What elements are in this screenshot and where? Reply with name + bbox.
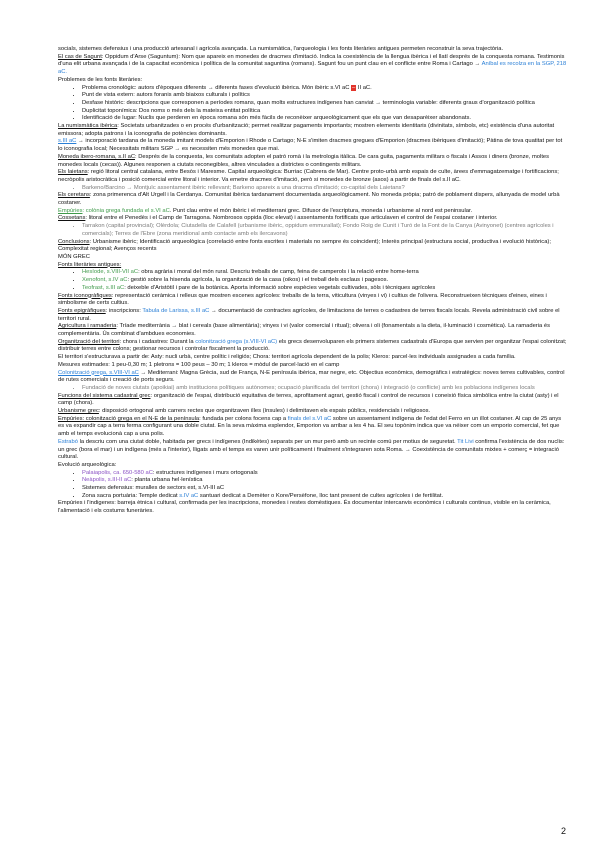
- text: : Oppidum d'Arse (Saguntum): Nom que apareix en monedes de dracmes d'imitació. Indica la coexistència de la llengua ibèrica i el llatí després de la conquesta romana. Testimonis d'una elit urbana avançada i de la capacitat econòmica i política de la comunitat saguntina (romans). Sagunt fou un punt clau en el conflicte entre Roma i Cartago →: [58, 53, 565, 68]
- paragraph: [58, 339, 568, 354]
- highlight-text: Xenofont, s.IV aC: [82, 277, 128, 284]
- paragraph: [58, 293, 568, 308]
- text: : deixeble d'Aristòtil i pare de la botànica. Aporta informació sobre espècies vegetals cultivades, sòls i tècniques agrícoles: [124, 284, 436, 291]
- heading-inline: Fonts iconogràfiques: [58, 292, 112, 299]
- highlight-text: s.IV aC: [179, 492, 199, 499]
- paragraph: Mesures estimades: 1 peu-0,30 m; 1 pletrons = 100 peus – 30 m; 1 kleros = mòdul de parcel·lació en el camp: [58, 361, 340, 368]
- bullet-list: [58, 185, 568, 193]
- paragraph: socials, sistemes defensius i una producció artesanal i agrícola avançada. La numismàtica, l'arqueologia i les fonts literàries antigues permeten reconstruir la seva trajectòria.: [58, 46, 504, 52]
- text: : fundada per colons focens cap a: [199, 415, 288, 422]
- text: la descriu com una ciutat doble, habitada per grecs i indígenes (Indikètes) separats per un mur però amb un recinte comú per motius de seguretat.: [77, 438, 458, 445]
- list-item: • Barkeno/Barcino → Montjuïc assentament ibèric rellevant; Barkeno apareix a una dracma d'imitació; co-capital dels Laietans?: [82, 185, 568, 193]
- text: → incorporació tardana de la moneda imitant models d'Emporion i Rhode o Cartago; N-E s'imiten dracmes gregues d'Emporion (dracmes ibèriques d'imitació); Pàtina de tova quatitat per tot lo iconografia local; Necessitats militars SGP → es necessiten més monedes que mai.: [58, 138, 563, 153]
- heading-inline: Urbanisme grec: [58, 408, 99, 415]
- text: : representació ceràmica i relleus que mostren escenes agrícoles: treballs de la terra, viticultura (vinyes i vi) i cultius de l'olivera. Reconstrueixen tècniques d'eines, eines i simbolisme de certs cultius.: [58, 292, 547, 307]
- page-number: 2: [560, 826, 566, 836]
- list-item: [82, 470, 568, 478]
- bullet-list: [58, 470, 568, 501]
- text: : estructures indígenes i murs ortogonals: [152, 469, 258, 476]
- heading-inline: Agricultura i ramaderia: [58, 323, 117, 330]
- heading-inline: Empúries: colonització grega en el N-E de la península: [58, 415, 200, 422]
- highlight-text: Estrabó: [58, 438, 78, 445]
- paragraph: [58, 154, 568, 169]
- text: → documentació de contractes agrícoles, de limitacions de terres o cadastres de terres fiscals locals. Revela administració civil sobre el territori rural.: [58, 307, 560, 322]
- text: : gestió sobre la hisenda agrícola, la organització de la casa (oikos) i el treball dels esclaus i pagesos.: [127, 277, 389, 284]
- heading-inline: Moneda ibero-romana, s.II aC: [58, 153, 136, 160]
- paragraph: Problemes de les fonts literàries:: [58, 76, 143, 83]
- highlight-text: Hesíode, s.VIII-VII aC: [82, 269, 139, 276]
- heading-inline: Funcions del sistema cadastral grec: [58, 392, 151, 399]
- text: : Després de la conquesta, les comunitats adopten el patró romà i la metrologia itàlica. De cara guita, pagaments militars o fiscals i Assos i diners (bronze, moltes monedes locals (cecas)). Algunes responen a ciutats reconegibles, altres vinculades a districtes o contingents militars.: [58, 153, 550, 168]
- paragraph: [58, 308, 568, 323]
- heading-inline: Els ceretans: [58, 192, 90, 199]
- heading-inline: Conclusions: [58, 238, 90, 245]
- list-item: • Duplicitat toponímica: Dos noms o més dels la mateixa entitat política: [82, 108, 568, 116]
- highlight-text: Neàpolis, s.III-II aC: [82, 477, 132, 484]
- text: confirma l'existència de dos nuclis: un grec (bora el mar) i un indígena (més a l'interior), lligats amb el temps es varen unir políticament i finalment s'integraren sota Roma. → Coexistència de comunitats mixtes + comerç = integració cultural.: [58, 438, 565, 461]
- list-item: [82, 277, 568, 285]
- bullet-list: [58, 385, 568, 393]
- paragraph: [58, 416, 568, 439]
- paragraph: El territori s'estructurava a partir de: Asty: nucli urbà, centre polític i religiós; Chora: territori agrícola dependent de la polis; Kleros: parcel·les individuals assignades a cada família.: [58, 354, 516, 361]
- highlight-text: : colònia grega fundada el s.VI aC: [82, 207, 170, 214]
- paragraph-ceretans: [58, 192, 568, 207]
- list-item: • Problema cronològic: autors d'èpoques diferents → diferents fases d'evolució ibèrica. Món ibèric s.VI aC – II aC.: [82, 85, 568, 93]
- list-item: • Sistemes defensius: muralles de sectors est, s.VI-III aC: [82, 485, 568, 493]
- text: : planta urbana hel·lenística: [131, 477, 203, 484]
- document-body: [58, 46, 568, 516]
- paragraph: [58, 370, 568, 385]
- heading-inline: Cossetans: [58, 215, 86, 222]
- highlight-text: Tit Livi: [457, 438, 474, 445]
- highlight-text: finals del s.VI aC: [287, 415, 332, 422]
- text: : organització de l'espai, distribució equitativa de terres, aprofitament agrari, gestió fiscal i control de recursos i coneixió física simbòlica entre la ciutat (asty) i el camp (chora).: [58, 392, 559, 407]
- highlight-text: colonització grega (s.VIII-VI aC): [195, 338, 278, 345]
- heading-inline: Organització del territori: [58, 338, 120, 345]
- heading-inline: La numismàtica ibèrica: [58, 123, 118, 130]
- list-item: [82, 477, 568, 485]
- paragraph-cossetans: [58, 215, 568, 223]
- paragraph-laietans: [58, 169, 568, 184]
- heading-inline: Fonts epigràfiques: [58, 307, 106, 314]
- list-item: [82, 285, 568, 293]
- text: . Punt clau entre el món ibèric i el mediterrani grec. Difusor de l'escriptura, moneda i urbanisme al nord est peninsular.: [169, 207, 473, 214]
- paragraph-empories: [58, 208, 568, 216]
- paragraph: [58, 323, 568, 338]
- list-item: • Tarrakon (capital provincial); Olèrdola; Ciutadella de Calafell (urbanisme ibèric, oppidum emmurallat); Fondo Roig de Cunit i Turó de la Font de la Canya (Avinyonet) (centres agrícoles i comercials); Terres de l'Ebre (zona meridional amb contacte amb els ilercavons): [82, 223, 568, 238]
- text: : disposició ortogonal amb carrers rectes que organitzaven illes (ínsules) i delimitaven els espais públics, residencials i religiosos.: [98, 408, 431, 415]
- text: els grecs desenvoluparen els primers sistemes cadastrals d'Europa que servien per organitzar l'espai colonitzat; distribuir terres entre colons; gestionar recursos i controlar fiscalment la producció.: [58, 338, 567, 353]
- list-item: [82, 269, 568, 277]
- highlight-text: Tabula de Larissa, s.III aC: [142, 307, 210, 314]
- text: : Urbanisme ibèric; Identificació arqueològica (correlació entre fonts escrites i materials no sempre és coincident); Interès principal (estructura social, productiva i evolució històrica); Complexitat regional; Avenços recents: [58, 238, 551, 253]
- paragraph: [58, 138, 568, 153]
- heading-inline: Els laietans: [58, 169, 88, 176]
- list-item: • Desfase històric: descripcions que corresponen a períodes romans, quan molts estructures indígenes han canviat → terminologia variable: diferents graus d'organització política: [82, 100, 568, 108]
- bullet-list: [58, 223, 568, 238]
- paragraph: [58, 393, 568, 408]
- highlight-mark: –: [352, 84, 356, 91]
- paragraph: Evolució arqueològica:: [58, 461, 117, 468]
- section-title: MÓN GREC: [58, 253, 90, 260]
- text: : Tríade mediterrània → blat i cereals (base alimentària); vinyes i vi (valor comercial i ritual); olivera i oli (fonamentals a la dieta, il·luminació i cosmètica). La ramaderia és complementària. Ús combinat d'ambdues economies.: [58, 323, 550, 338]
- bullet-list: [58, 269, 568, 292]
- paragraph-conclusions: [58, 239, 568, 254]
- text: sobre un assentament indígena de l'edat del Ferro en un illot costaner. Al cap de 25 anys es va expandir cap a terra ferma configurant una doble ciutat. En la seva màxima esplendor, Emporion va arribar a les 4 ha. El seu topònim indica que va néixer com un emporio comercial, fet que amb el temps evolucionà cap a una polis.: [58, 415, 562, 438]
- text: → Mediterrani: Magna Grècia, sud de França, N-E península ibèrica, mar negre, etc. Objectius econòmics, demogràfics i estratègics: noves terres cultivables, control de rutes comercials i creació de ports segurs.: [58, 369, 565, 384]
- text: : Societats urbanitzades o en procés d'urbanització; permet realitzar pagaments importants; mostren elements identitaris (divinitats, símbols, etc) existència d'una autoritat emissora; adopta patrons i la iconografia de potències dominants.: [58, 123, 555, 137]
- paragraph-sagunt: [58, 54, 568, 77]
- text: santuari dedicat a Demèter o Kore/Persèfone, lloc tant present de cultes agrícoles i de fertilitat.: [198, 492, 444, 499]
- bullet-list: [58, 85, 568, 124]
- paragraph: [58, 439, 568, 462]
- text: : litoral entre el Penedès i el Camp de Tarragona. Nombrosos oppida (lloc elevat) i assentaments fortificats que articulaven el control de l'espai costaner i interior.: [85, 215, 498, 222]
- highlight-text: Palaiapolis, ca. 650-580 aC: [82, 469, 153, 476]
- text: : inscripcions:: [105, 307, 143, 314]
- subsection-title: Fonts literàries antigues:: [58, 261, 122, 268]
- heading-inline: Empúries: [58, 207, 83, 214]
- paragraph: [58, 408, 568, 416]
- heading-inline: El cas de Sagunt: [58, 53, 102, 60]
- text: : zona primerenca d'Alt Urgell i la Cerdanya. Comunitat ibèrica tardanament documentada arqueològicament. No moneda pròpia; patró de poblament dispers, allunyada de model urbà costaner.: [58, 192, 560, 207]
- paragraph-numismatica: [58, 123, 568, 138]
- paragraph: Empúries i l'indigenes: barreja ètnica i cultural, confirmada per les inscripcions, monedes i restes domèstiques. És documentar intercanvis econòmics i culturals continus, visible en la ceràmica, l'alimentació i els costums funeràries.: [58, 500, 551, 515]
- text: Zona sacra portuària: Temple dedicat: [82, 492, 180, 499]
- text: : regió litoral central catalana, entre Besòs i Maresme. Capital arqueològica: Burriac (Cabrera de Mar). Centre proto-urbà amb espais de culte, àrees d'emmagatzematge i fortificacions; necròpolis aristocràtica i posició comercial entre litoral i interior. Va emetre dracmes d'imitació, però si monedes de bronze (asos) a partir de finals del s.II aC.: [58, 169, 559, 183]
- text: : chora i cadastres: Durant la: [119, 338, 196, 345]
- list-item: • Fundació de noves ciutats (apoikiai) amb institucions polítiques autònomes; ocupació planificada del territori (chora) i integració (o conflicte) amb les poblacions indígenes locals: [82, 385, 568, 393]
- highlight-text: Teofrast, s.III aC: [82, 284, 125, 291]
- heading-inline: Colonització grega, s.VIII-VI aC: [58, 369, 139, 376]
- highlight-text: Aníbal es recolza en la SGP, 218 aC.: [58, 61, 567, 76]
- list-item: • Identificació de lugar: Nuclis que perderen en època romana són més fàcils de reconèixer arqueològicament que els que van desaparèixer abandonats.: [82, 115, 568, 123]
- text: : obra agrària i moral del món rural. Descriu treballs de camp, feina de camperols i la relació entre home-terra: [138, 269, 419, 276]
- heading-inline: s.III aC: [58, 138, 77, 145]
- list-item: • Punt de vista extern: autors foranis amb biaixos culturals i polítics: [82, 92, 568, 100]
